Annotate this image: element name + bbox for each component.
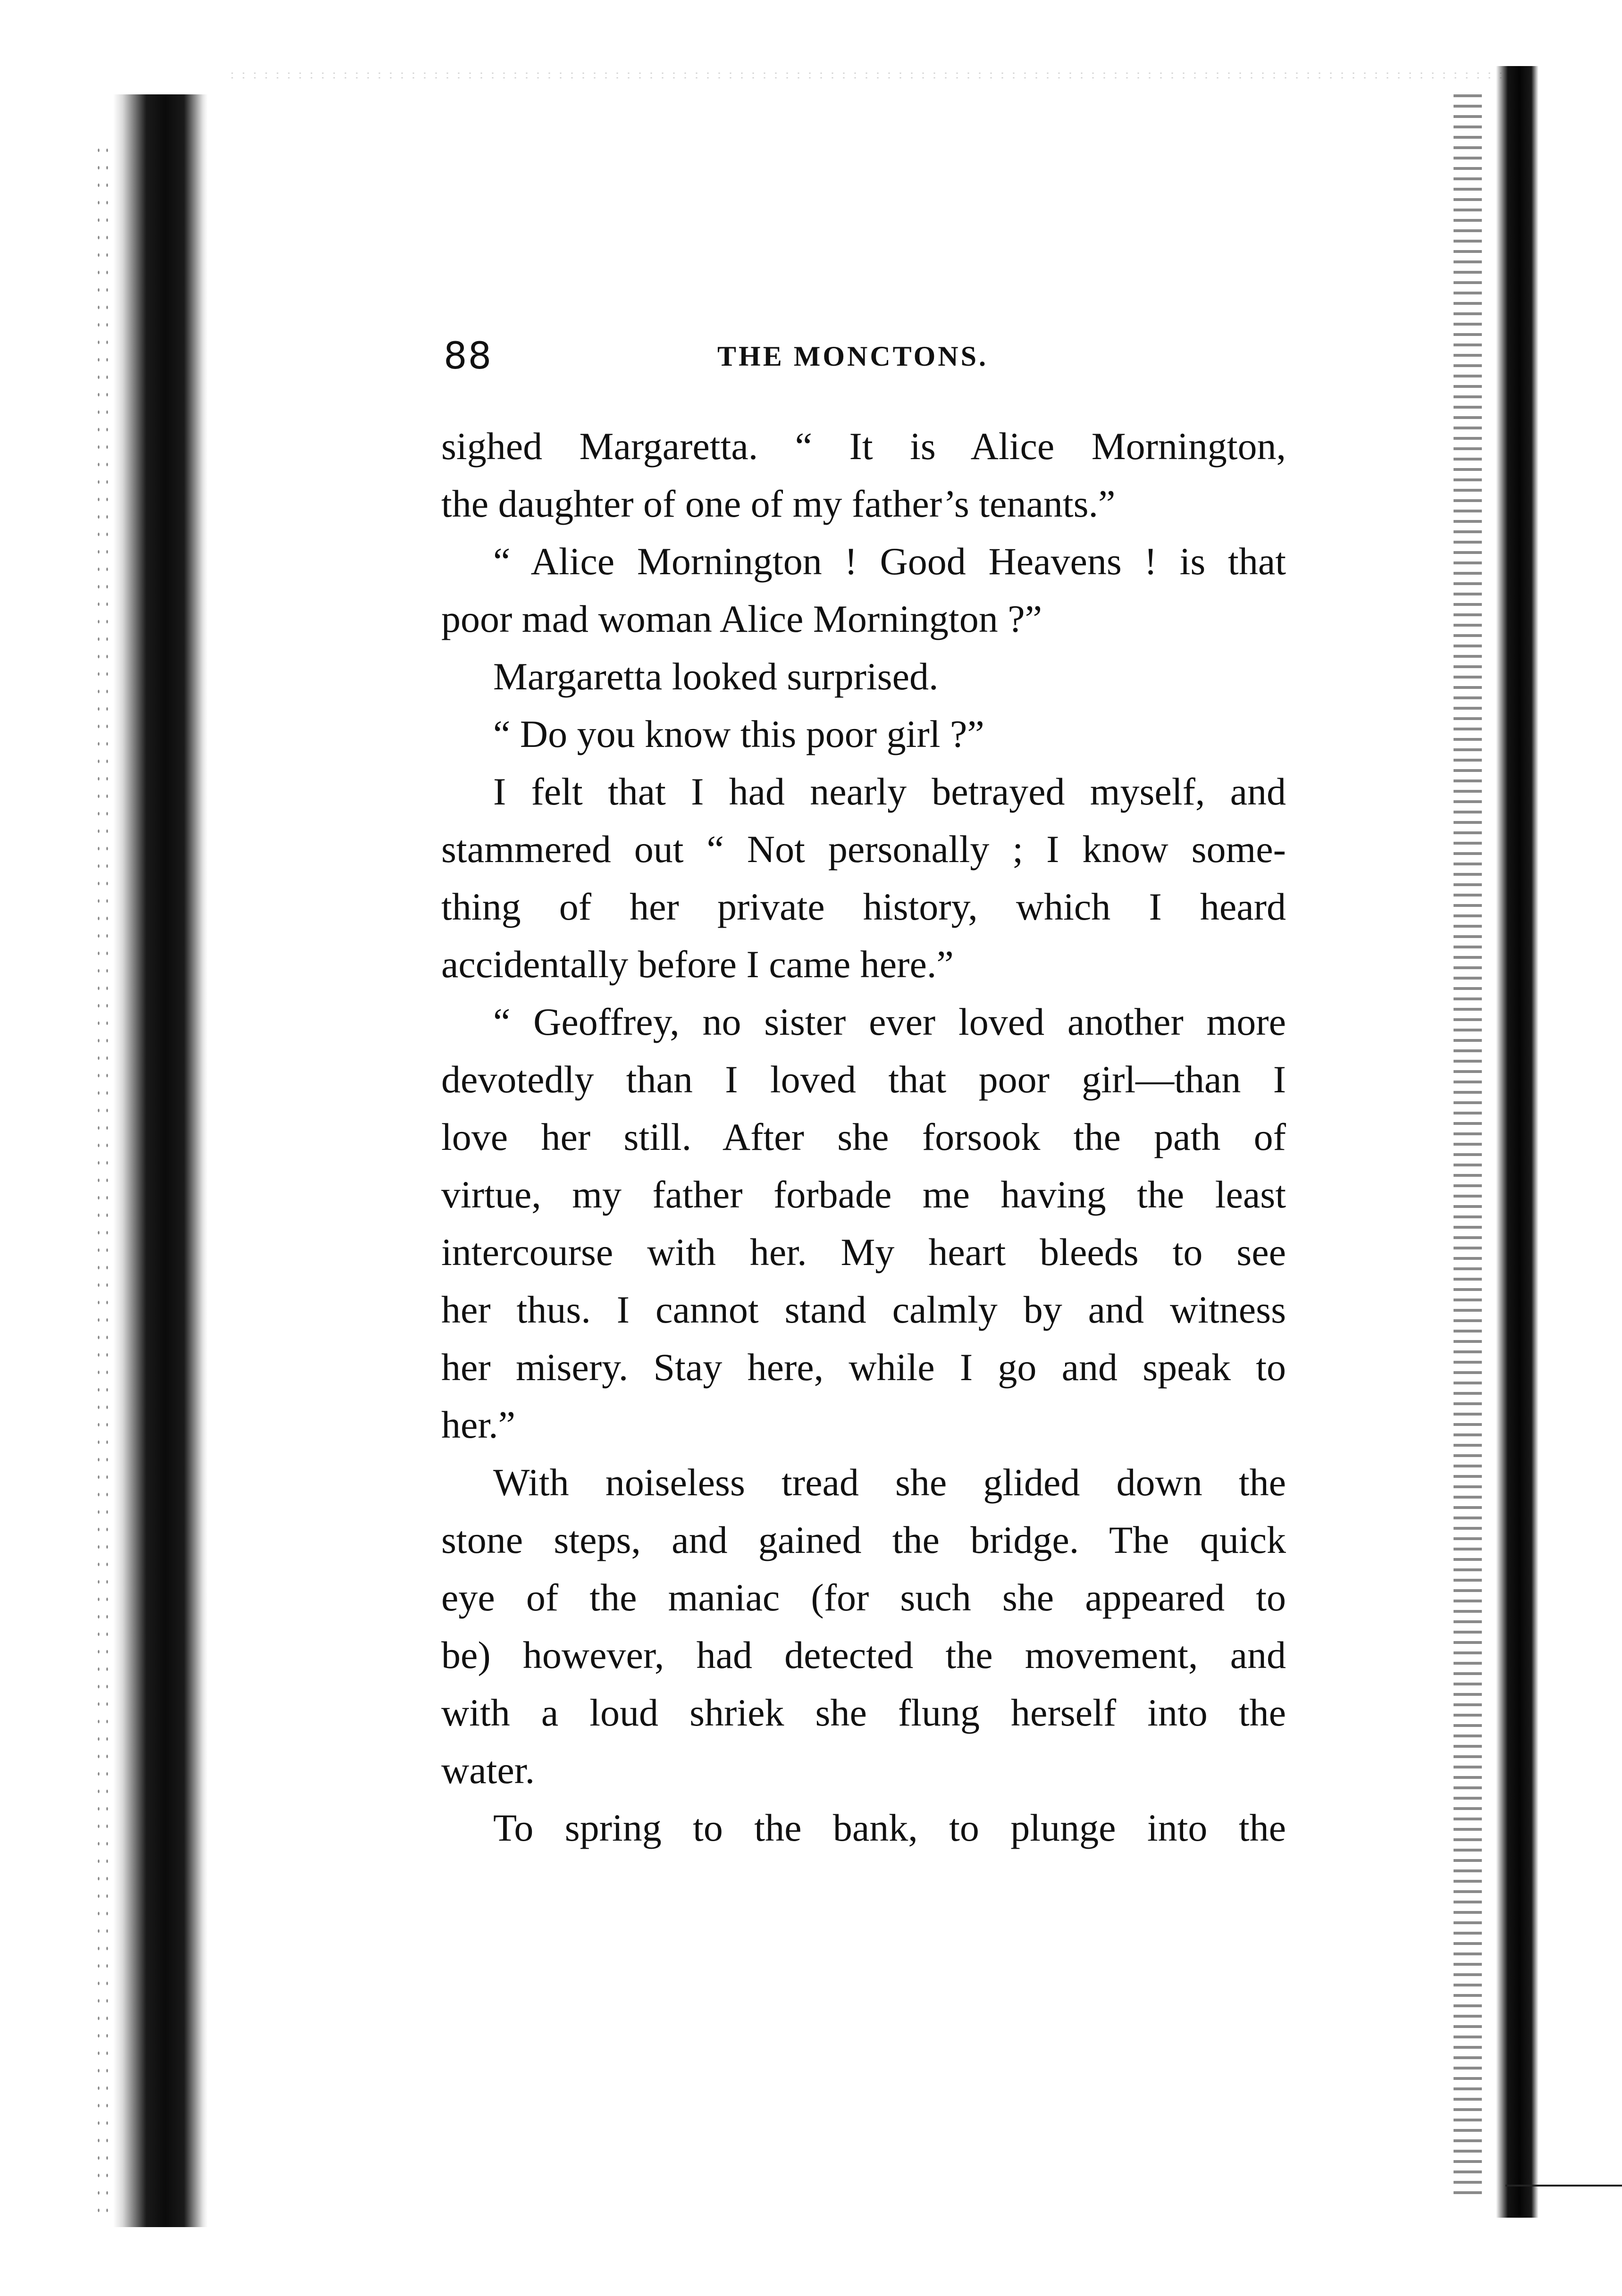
text-line: love her still. After she forsook the path of bbox=[441, 1115, 1286, 1158]
text-line: To spring to the bank, to plunge into the bbox=[493, 1806, 1286, 1849]
text-line: I felt that I had nearly betrayed myself, and bbox=[493, 770, 1286, 813]
running-head bbox=[444, 330, 1284, 382]
text-line: eye of the maniac (for such she appeared to bbox=[441, 1576, 1286, 1619]
text-line: her thus. I cannot stand calmly by and witness bbox=[441, 1288, 1286, 1331]
text-line: water. bbox=[441, 1749, 535, 1792]
body-text bbox=[441, 418, 1286, 1857]
text-line: her.” bbox=[441, 1403, 516, 1446]
scan-noise-left bbox=[94, 142, 113, 2218]
text-line: the daughter of one of my father’s tenants.” bbox=[441, 482, 1116, 525]
text-line: with a loud shriek she flung herself into the bbox=[441, 1691, 1286, 1734]
page-edge-shadow-right bbox=[1496, 66, 1538, 2218]
text-line: accidentally before I came here.” bbox=[441, 943, 954, 986]
text-line: be) however, had detected the movement, and bbox=[441, 1634, 1286, 1676]
text-line: stammered out “ Not personally ; I know some- bbox=[441, 828, 1286, 871]
text-line: her misery. Stay here, while I go and speak to bbox=[441, 1346, 1286, 1389]
page-binding-shadow-left bbox=[113, 94, 208, 2227]
text-line: virtue, my father forbade me having the least bbox=[441, 1173, 1286, 1216]
text-line: “ Alice Mornington ! Good Heavens ! is that bbox=[493, 540, 1286, 583]
scan-noise-top bbox=[227, 71, 1510, 78]
text-line: sighed Margaretta. “ It is Alice Mornington, bbox=[441, 425, 1286, 468]
text-line: devotedly than I loved that poor girl—than I bbox=[441, 1058, 1286, 1101]
running-title: THE MONCTONS. bbox=[717, 341, 988, 372]
text-line: Margaretta looked surprised. bbox=[493, 655, 939, 698]
text-line: poor mad woman Alice Mornington ?” bbox=[441, 597, 1042, 640]
text-line: intercourse with her. My heart bleeds to see bbox=[441, 1231, 1286, 1274]
text-line: thing of her private history, which I heard bbox=[441, 885, 1286, 928]
page-number: 88 bbox=[444, 335, 493, 377]
text-line: “ Geoffrey, no sister ever loved another more bbox=[493, 1000, 1286, 1043]
text-line: With noiseless tread she glided down the bbox=[493, 1461, 1286, 1504]
page-corner-rule bbox=[1505, 2185, 1622, 2187]
text-line: stone steps, and gained the bridge. The quick bbox=[441, 1518, 1286, 1561]
text-line: “ Do you know this poor girl ?” bbox=[493, 712, 984, 755]
scan-noise-right bbox=[1454, 94, 1482, 2194]
